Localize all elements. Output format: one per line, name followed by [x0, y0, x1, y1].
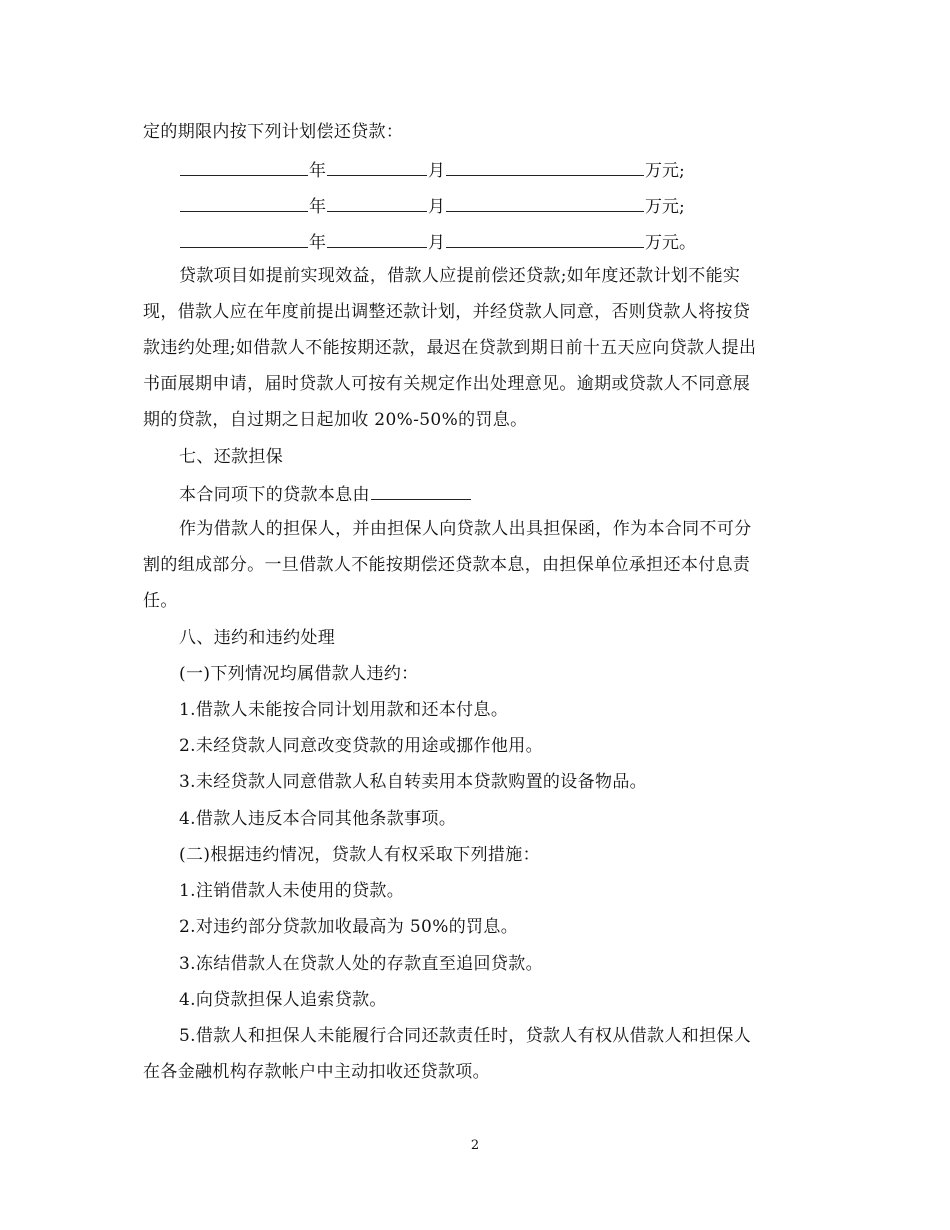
list-item: 4.向贷款担保人追索贷款。 — [179, 990, 387, 1010]
list-item: 2.未经贷款人同意改变贷款的用途或挪作他用。 — [179, 736, 543, 756]
paragraph-line: 贷款项目如提前实现效益，借款人应提前偿还贷款;如年度还款计划不能实 — [179, 266, 741, 286]
amount-blank — [446, 230, 644, 248]
year-label: 年 — [309, 197, 326, 217]
amount-label: 万元。 — [645, 233, 696, 253]
paragraph-line: 割的组成部分。一旦借款人不能按期偿还贷款本息，由担保单位承担还本付息责 — [143, 555, 751, 575]
intro-line: 定的期限内按下列计划偿还贷款： — [143, 122, 404, 142]
amount-label: 万元; — [645, 197, 685, 217]
repayment-plan-row — [179, 194, 799, 218]
list-item: 3.冻结借款人在贷款人处的存款直至追回贷款。 — [179, 954, 543, 974]
list-item: 5.借款人和担保人未能履行合同还款责任时，贷款人有权从借款人和担保人 — [179, 1026, 752, 1046]
month-label: 月 — [428, 197, 445, 217]
month-label: 月 — [428, 233, 445, 253]
section-heading: 八、违约和违约处理 — [179, 628, 336, 648]
subsection-heading: (一)下列情况均属借款人违约： — [179, 664, 419, 684]
month-blank — [327, 194, 427, 212]
amount-blank — [446, 194, 644, 212]
month-label: 月 — [428, 161, 445, 181]
section-heading: 七、还款担保 — [179, 447, 284, 467]
list-item: 4.借款人违反本合同其他条款事项。 — [179, 809, 457, 829]
list-item: 1.注销借款人未使用的贷款。 — [179, 881, 405, 901]
month-blank — [327, 230, 427, 248]
list-item-continuation: 在各金融机构存款帐户中主动扣收还贷款项。 — [143, 1062, 490, 1082]
paragraph-line: 书面展期申请，届时贷款人可按有关规定作出处理意见。逾期或贷款人不同意展 — [143, 374, 751, 394]
paragraph-line: 现，借款人应在年度前提出调整还款计划，并经贷款人同意，否则贷款人将按贷 — [143, 302, 751, 322]
year-blank — [180, 158, 308, 176]
repayment-plan-row — [179, 230, 799, 254]
year-label: 年 — [309, 161, 326, 181]
guarantee-line — [179, 482, 813, 506]
amount-label: 万元; — [645, 161, 685, 181]
paragraph-line: 款违约处理;如借款人不能按期还款，最迟在贷款到期日前十五天应向贷款人提出 — [143, 338, 757, 358]
paragraph-line: 作为借款人的担保人，并由担保人向贷款人出具担保函，作为本合同不可分 — [179, 519, 752, 539]
subsection-heading: (二)根据违约情况，贷款人有权采取下列措施： — [179, 845, 540, 865]
paragraph-line: 任。 — [143, 591, 178, 611]
amount-blank — [446, 158, 644, 176]
year-label: 年 — [309, 233, 326, 253]
page-number: 2 — [470, 1138, 480, 1153]
repayment-plan-row — [179, 158, 799, 182]
paragraph-line: 期的贷款，自过期之日起加收 20%-50%的罚息。 — [143, 410, 528, 430]
month-blank — [327, 158, 427, 176]
year-blank — [180, 194, 308, 212]
list-item: 1.借款人未能按合同计划用款和还本付息。 — [179, 700, 509, 720]
list-item: 3.未经贷款人同意借款人私自转卖用本贷款购置的设备物品。 — [179, 772, 648, 792]
guarantee-text: 本合同项下的贷款本息由 — [179, 485, 370, 505]
year-blank — [180, 230, 308, 248]
list-item: 2.对违约部分贷款加收最高为 50%的罚息。 — [179, 917, 519, 937]
guarantor-blank — [371, 482, 471, 500]
